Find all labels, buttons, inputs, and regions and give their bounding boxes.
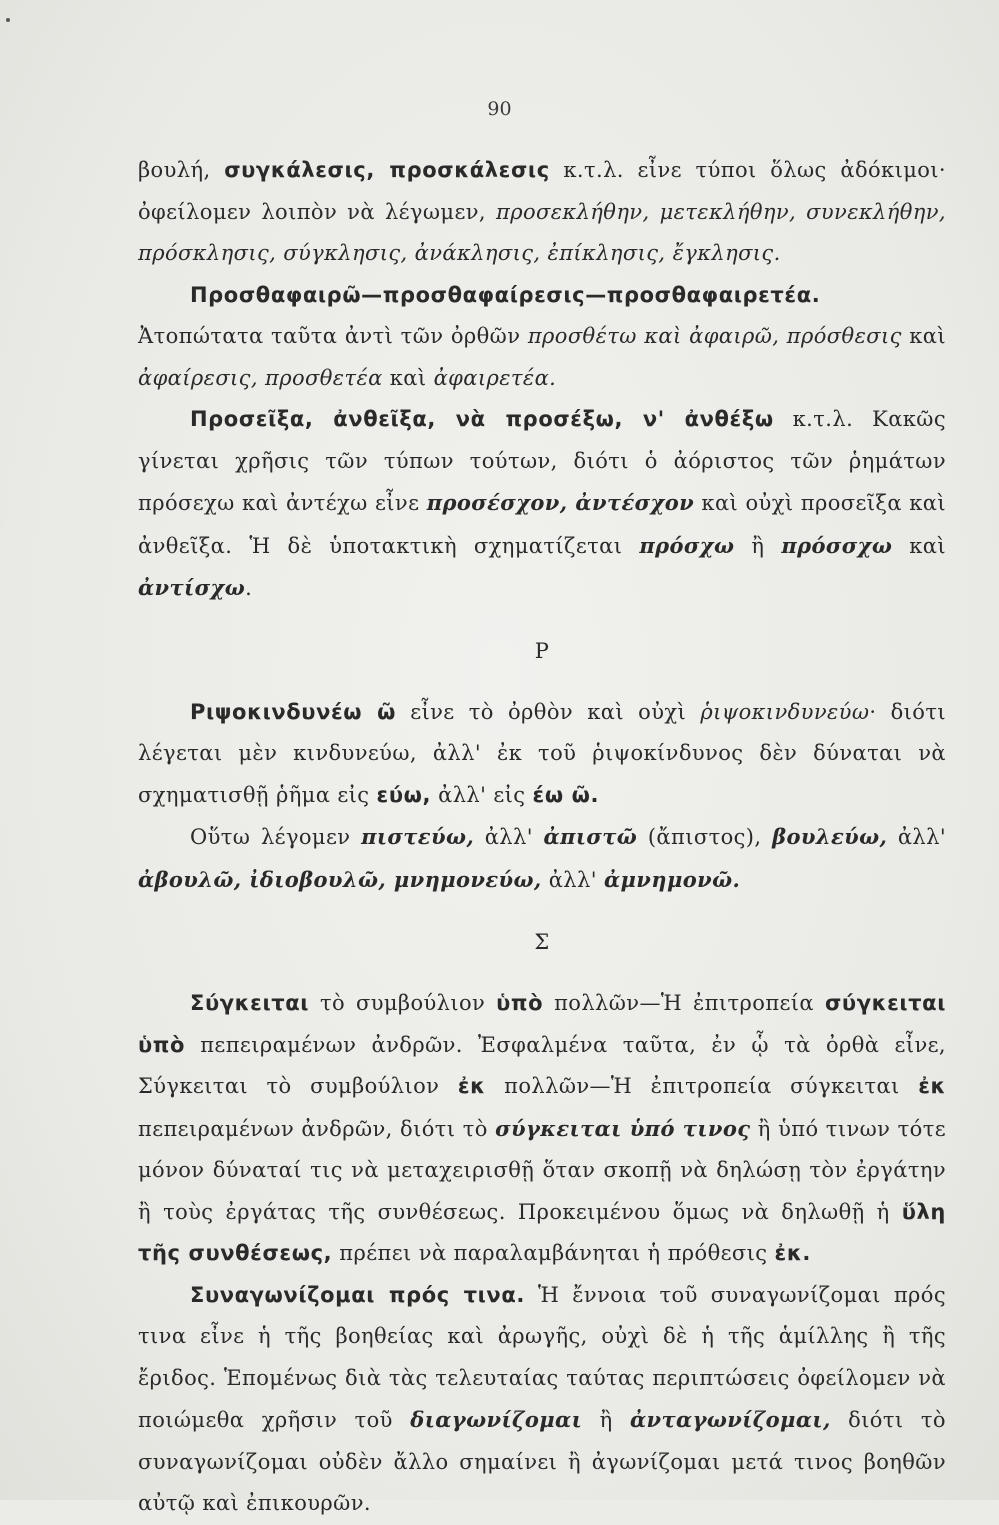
italic-term: πιστεύω, — [361, 824, 475, 849]
italic-term: προσέσχον, ἀντέσχον — [426, 490, 695, 515]
bold-term: ἐκ. — [774, 1241, 811, 1265]
italic-term: ἀνταγωνίζομαι, — [630, 1407, 831, 1432]
text-run: καὶ — [901, 324, 946, 348]
bold-term: συγκάλεσις, προσκάλεσις — [224, 158, 550, 182]
italic-term: βουλεύω, — [772, 824, 888, 849]
italic-term: προσεκλήθην, μετεκλήθην, συνεκλήθην, πρόσκλησις, σύγκλησις, ἀνάκλησις, ἐπίκλησις, ἔγκλησις. — [138, 199, 946, 265]
text-run: ἀλλ' — [541, 867, 604, 892]
text-run: καὶ οὐχὶ προσεῖξα καὶ ἀνθεῖξα. Ἡ δὲ ὑποτακτικὴ σχηματίζεται — [138, 491, 946, 558]
paragraph — [138, 275, 946, 400]
text-run: (ἄπιστος), — [637, 825, 773, 849]
italic-term: ἀφαίρεσις, προσθετέα — [138, 365, 383, 390]
italic-term: ἀπιστῶ — [543, 824, 638, 849]
italic-term: ἀμνημονῶ. — [603, 866, 741, 892]
italic-term: πρόσσχω — [781, 532, 893, 558]
italic-term: ἀβουλῶ, ἰδιοβουλῶ, μνημονεύω, — [138, 866, 542, 892]
bold-term: έω ῶ. — [532, 782, 600, 807]
text-run: κ.τ.λ. εἶνε τύποι ὅλως ἀδόκιμοι· ὀφείλομεν λοιπὸν νὰ λέγωμεν, — [138, 158, 947, 224]
section-letter-heading: Σ — [534, 930, 550, 954]
italic-term: διαγωνίζομαι — [410, 1407, 583, 1432]
text-run: πολλῶν—Ἡ ἐπιτροπεία — [543, 991, 825, 1015]
text-run: πρέπει νὰ παραλαμβάνηται ἡ πρόθεσις — [332, 1241, 775, 1265]
italic-term: ῥιψοκινδυνεύω — [700, 699, 870, 724]
text-run: καὶ — [382, 365, 434, 390]
paragraph — [138, 692, 946, 817]
paragraph — [138, 150, 946, 275]
bold-term: Προσθαφαιρῶ—προσθαφαίρεσις—προσθαφαιρετέα. — [190, 282, 821, 307]
text-run: ἢ — [582, 1408, 630, 1432]
text-run: Οὕτω λέγομεν — [190, 825, 362, 849]
text-run: ἀλλ' — [474, 825, 544, 849]
text-run: . — [245, 576, 253, 600]
section-letter-heading: Ρ — [534, 638, 550, 663]
italic-term: σύγκειται ὑπό τινος — [495, 1115, 751, 1141]
bold-term: ὑπὸ — [496, 991, 544, 1015]
text-run: βουλή, — [138, 158, 225, 182]
italic-term: ἀφαιρετέα. — [433, 365, 557, 390]
text-run: πεπειραμένων ἀνδρῶν. Ἐσφαλμένα ταῦτα, ἐν ᾧ τὰ ὀρθὰ εἶνε, Σύγκειται τὸ συμβούλιον — [138, 1032, 946, 1098]
text-run: ἢ ὑπό τινων τότε μόνον δύναταί τις νὰ μεταχειρισθῇ ὅταν σκοπῇ νὰ δηλώσῃ τὸν ἐργάτην ἢ τοὺς ἐργάτας τῆς συνθέσεως. Προκειμένου ὅμως νὰ δηλωθῇ ἡ — [138, 1116, 946, 1224]
paragraph — [138, 983, 946, 1275]
bold-term: ἐκ — [918, 1074, 947, 1098]
paragraph — [138, 399, 946, 610]
paragraph — [138, 816, 946, 901]
text-run: εἶνε τὸ ὀρθὸν καὶ οὐχὶ — [396, 699, 701, 724]
paragraph — [138, 1275, 946, 1525]
text-run: κ.τ.λ. Κακῶς γίνεται χρῆσις τῶν τύπων τούτων, διότι ὁ ἀόριστος τῶν ῥημάτων πρόσεχω καὶ ἀντέχω εἶνε — [138, 407, 946, 515]
bold-term: ἐκ — [457, 1074, 486, 1098]
text-run: πολλῶν—Ἡ ἐπιτροπεία σύγκειται — [485, 1074, 919, 1098]
bold-term: Προσεῖξα, ἀνθεῖξα, νὰ προσέξω, ν' ἀνθέξω — [190, 407, 774, 431]
text-run: διότι τὸ συναγωνίζομαι οὐδὲν ἄλλο σημαίνει ἢ ἀγωνίζομαι μετά τινος βοηθῶν αὐτῷ καὶ ἐπικουρῶν. — [138, 1408, 946, 1515]
bold-term: Ριψοκινδυνέω ῶ — [190, 699, 397, 724]
text-run: πεπειραμένων ἀνδρῶν, διότι τὸ — [138, 1116, 496, 1141]
text-run: Ἀτοπώτατα ταῦτα ἀντὶ τῶν ὀρθῶν — [138, 324, 528, 348]
text-run: ἢ — [734, 533, 782, 558]
body-text — [138, 150, 946, 1525]
bold-term: Σύγκειται — [190, 991, 310, 1015]
bold-term: σύγκειται ὑπὸ — [138, 991, 946, 1057]
italic-term: ἀντίσχω — [138, 575, 246, 600]
page-number: 90 — [487, 98, 512, 120]
text-run: ἀλλ' εἰς — [431, 782, 533, 807]
bold-term: εύω, — [376, 782, 432, 807]
text-run: Ἡ ἔννοια τοῦ συναγωνίζομαι πρός τινα εἶνε ἡ τῆς βοηθείας καὶ ἀρωγῆς, οὐχὶ δὲ ἡ τῆς ἁμίλλης ἢ τῆς ἔριδος. Ἑπομένως διὰ τὰς τελευταίας ταύτας περιπτώσεις ὀφείλομεν νὰ ποιώμεθα χρῆσιν τοῦ — [138, 1282, 946, 1432]
italic-term: προσθέτω καὶ ἀφαιρῶ, πρόσθεσις — [527, 324, 902, 348]
paper-speck — [6, 18, 10, 22]
text-run: ἀλλ' — [887, 825, 947, 849]
bold-term: Συναγωνίζομαι πρός τινα. — [190, 1282, 525, 1307]
text-run: τὸ συμβούλιον — [309, 991, 497, 1015]
text-run: καὶ — [892, 533, 946, 558]
bold-term: ὕλη τῆς συνθέσεως, — [138, 1199, 946, 1265]
text-run: · διότι λέγεται μὲν κινδυνεύω, ἀλλ' ἐκ τοῦ ῥιψοκίνδυνος δὲν δύναται νὰ σχηματισθῇ ῥῆμα εἰς — [138, 699, 946, 807]
italic-term: πρόσχω — [639, 532, 735, 558]
